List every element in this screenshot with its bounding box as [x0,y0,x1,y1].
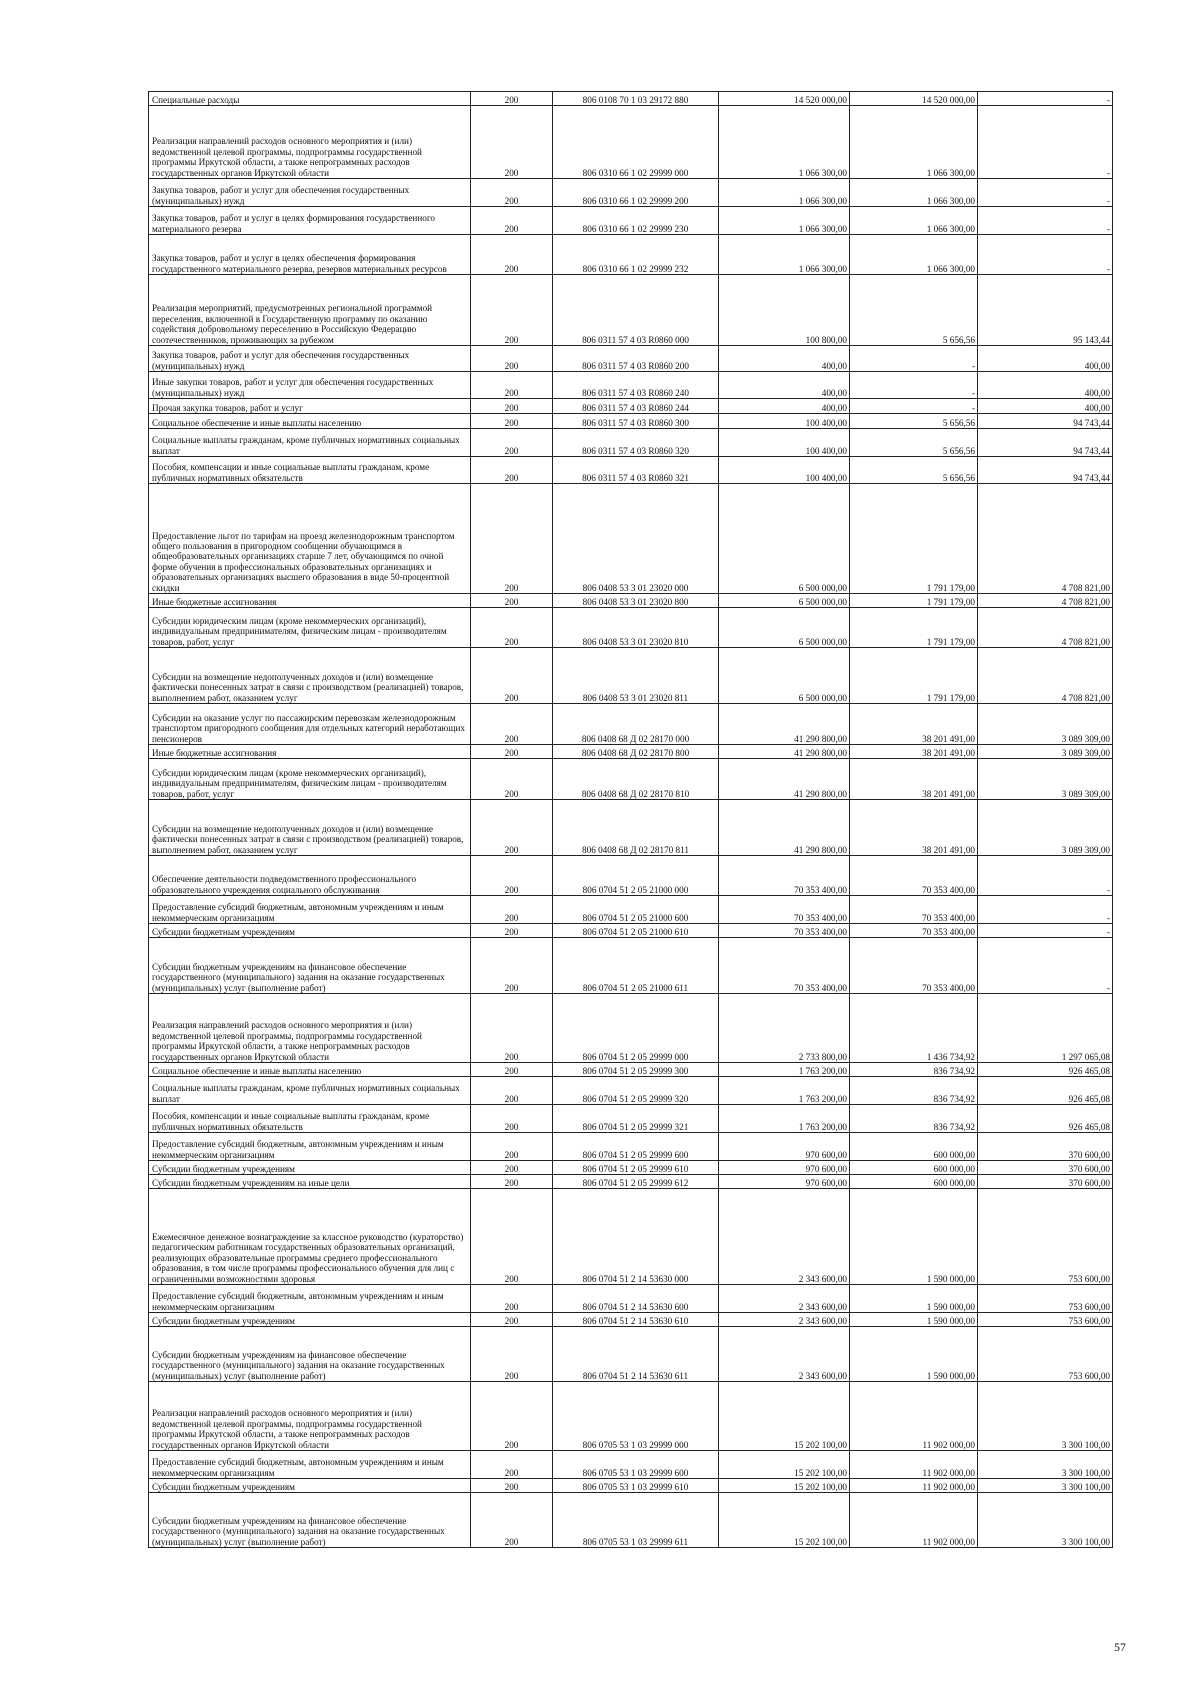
approved-amount-cell: 70 353 400,00 [719,856,850,896]
line-code-cell: 200 [471,429,553,457]
table-row [149,1327,1113,1382]
executed-amount-cell: 1 436 734,92 [850,994,978,1063]
table-row [149,1133,1113,1161]
unexecuted-amount-cell: 926 465,08 [978,1063,1113,1077]
executed-amount-cell: - [850,372,978,399]
expense-name-cell: Предоставление субсидий бюджетным, автономным учреждениям и иным некоммерческим организациям [149,896,471,924]
classification-code-cell: 806 0704 51 2 05 29999 321 [553,1105,719,1133]
unexecuted-amount-cell: - [978,207,1113,235]
line-code-cell: 200 [471,1077,553,1105]
line-code-cell: 200 [471,106,553,179]
approved-amount-cell: 970 600,00 [719,1133,850,1161]
expense-name-cell: Субсидии бюджетным учреждениям [149,1479,471,1493]
executed-amount-cell: 11 902 000,00 [850,1479,978,1493]
unexecuted-amount-cell: - [978,856,1113,896]
expense-name-cell: Субсидии на возмещение недополученных доходов и (или) возмещение фактически понесенных затрат в связи с производством (реализацией) товаров, выполнением работ, оказанием услуг [149,648,471,704]
approved-amount-cell: 2 733 800,00 [719,994,850,1063]
approved-amount-cell: 100 400,00 [719,457,850,484]
expense-name-cell: Предоставление субсидий бюджетным, автономным учреждениям и иным некоммерческим организациям [149,1285,471,1313]
classification-code-cell: 806 0408 68 Д 02 28170 800 [553,745,719,759]
expense-name-cell: Социальные выплаты гражданам, кроме публичных нормативных социальных выплат [149,1077,471,1105]
executed-amount-cell: 5 656,56 [850,457,978,484]
unexecuted-amount-cell: 370 600,00 [978,1175,1113,1189]
classification-code-cell: 806 0704 51 2 05 21000 600 [553,896,719,924]
executed-amount-cell: 38 201 491,00 [850,759,978,800]
line-code-cell: 200 [471,414,553,429]
executed-amount-cell: 5 656,56 [850,429,978,457]
table-row [149,92,1113,106]
approved-amount-cell: 1 066 300,00 [719,106,850,179]
unexecuted-amount-cell: 400,00 [978,346,1113,372]
executed-amount-cell: 1 590 000,00 [850,1327,978,1382]
expense-name-cell: Субсидии бюджетным учреждениям [149,924,471,938]
executed-amount-cell: 1 791 179,00 [850,484,978,594]
budget-table-body [149,92,1113,1548]
executed-amount-cell: 1 066 300,00 [850,179,978,207]
unexecuted-amount-cell: - [978,896,1113,924]
classification-code-cell: 806 0311 57 4 03 R0860 300 [553,414,719,429]
classification-code-cell: 806 0704 51 2 05 29999 320 [553,1077,719,1105]
expense-name-cell: Обеспечение деятельности подведомственного профессионального образовательного учреждения социального обслуживания [149,856,471,896]
expense-name-cell: Закупка товаров, работ и услуг в целях формирования государственного материального резерва [149,207,471,235]
executed-amount-cell: 70 353 400,00 [850,938,978,994]
classification-code-cell: 806 0704 51 2 14 53630 611 [553,1327,719,1382]
executed-amount-cell: 11 902 000,00 [850,1493,978,1548]
table-row [149,235,1113,275]
expense-name-cell: Специальные расходы [149,92,471,106]
table-row [149,745,1113,759]
approved-amount-cell: 1 763 200,00 [719,1063,850,1077]
table-row [149,1493,1113,1548]
classification-code-cell: 806 0408 53 3 01 23020 000 [553,484,719,594]
line-code-cell: 200 [471,1493,553,1548]
classification-code-cell: 806 0310 66 1 02 29999 200 [553,179,719,207]
approved-amount-cell: 1 066 300,00 [719,235,850,275]
approved-amount-cell: 400,00 [719,346,850,372]
executed-amount-cell: 11 902 000,00 [850,1382,978,1451]
line-code-cell: 200 [471,484,553,594]
executed-amount-cell: 14 520 000,00 [850,92,978,106]
unexecuted-amount-cell: 3 089 309,00 [978,800,1113,856]
expense-name-cell: Закупка товаров, работ и услуг для обеспечения государственных (муниципальных) нужд [149,346,471,372]
line-code-cell: 200 [471,1105,553,1133]
approved-amount-cell: 14 520 000,00 [719,92,850,106]
classification-code-cell: 806 0408 68 Д 02 28170 000 [553,704,719,745]
approved-amount-cell: 100 400,00 [719,414,850,429]
unexecuted-amount-cell: 94 743,44 [978,414,1113,429]
table-row [149,1189,1113,1285]
table-row [149,759,1113,800]
executed-amount-cell: 38 201 491,00 [850,800,978,856]
table-row [149,800,1113,856]
expense-name-cell: Закупка товаров, работ и услуг в целях обеспечения формирования государственного материального резерва, резервов материальных ресурсов [149,235,471,275]
table-row [149,704,1113,745]
executed-amount-cell: 1 791 179,00 [850,648,978,704]
line-code-cell: 200 [471,745,553,759]
table-row [149,275,1113,346]
line-code-cell: 200 [471,1327,553,1382]
line-code-cell: 200 [471,704,553,745]
approved-amount-cell: 970 600,00 [719,1175,850,1189]
expense-name-cell: Субсидии бюджетным учреждениям на финансовое обеспечение государственного (муниципального) задания на оказание государственных (муниципальных) услуг (выполнение работ) [149,1493,471,1548]
line-code-cell: 200 [471,759,553,800]
unexecuted-amount-cell: - [978,92,1113,106]
table-row [149,1285,1113,1313]
approved-amount-cell: 6 500 000,00 [719,594,850,608]
classification-code-cell: 806 0705 53 1 03 29999 600 [553,1451,719,1479]
expense-name-cell: Субсидии бюджетным учреждениям [149,1313,471,1327]
approved-amount-cell: 15 202 100,00 [719,1451,850,1479]
classification-code-cell: 806 0311 57 4 03 R0860 240 [553,372,719,399]
classification-code-cell: 806 0704 51 2 14 53630 000 [553,1189,719,1285]
classification-code-cell: 806 0705 53 1 03 29999 611 [553,1493,719,1548]
table-row [149,1077,1113,1105]
line-code-cell: 200 [471,1161,553,1175]
table-row [149,1161,1113,1175]
approved-amount-cell: 400,00 [719,372,850,399]
executed-amount-cell: 1 066 300,00 [850,207,978,235]
table-row [149,106,1113,179]
classification-code-cell: 806 0704 51 2 05 29999 600 [553,1133,719,1161]
line-code-cell: 200 [471,1189,553,1285]
classification-code-cell: 806 0310 66 1 02 29999 000 [553,106,719,179]
executed-amount-cell: 70 353 400,00 [850,896,978,924]
executed-amount-cell: 836 734,92 [850,1063,978,1077]
page-number: 57 [1114,1640,1126,1654]
classification-code-cell: 806 0408 53 3 01 23020 800 [553,594,719,608]
line-code-cell: 200 [471,1451,553,1479]
line-code-cell: 200 [471,994,553,1063]
expense-name-cell: Реализация направлений расходов основного мероприятия и (или) ведомственной целевой программы, подпрограммы государственной программы Иркутской области, а также непрограммных расходов государственных органов Иркутской области [149,106,471,179]
expense-name-cell: Субсидии юридическим лицам (кроме некоммерческих организаций), индивидуальным предпринимателям, физическим лицам - производителям товаров, работ, услуг [149,608,471,648]
classification-code-cell: 806 0704 51 2 05 21000 000 [553,856,719,896]
unexecuted-amount-cell: - [978,179,1113,207]
line-code-cell: 200 [471,856,553,896]
approved-amount-cell: 1 066 300,00 [719,207,850,235]
classification-code-cell: 806 0705 53 1 03 29999 610 [553,1479,719,1493]
unexecuted-amount-cell: 94 743,44 [978,429,1113,457]
classification-code-cell: 806 0311 57 4 03 R0860 000 [553,275,719,346]
classification-code-cell: 806 0311 57 4 03 R0860 244 [553,399,719,414]
table-row [149,924,1113,938]
classification-code-cell: 806 0311 57 4 03 R0860 320 [553,429,719,457]
table-row [149,1451,1113,1479]
line-code-cell: 200 [471,399,553,414]
expense-name-cell: Пособия, компенсации и иные социальные выплаты гражданам, кроме публичных нормативных обязательств [149,1105,471,1133]
line-code-cell: 200 [471,594,553,608]
approved-amount-cell: 2 343 600,00 [719,1313,850,1327]
line-code-cell: 200 [471,372,553,399]
unexecuted-amount-cell: 370 600,00 [978,1133,1113,1161]
unexecuted-amount-cell: 370 600,00 [978,1161,1113,1175]
table-row [149,594,1113,608]
table-row [149,856,1113,896]
table-row [149,938,1113,994]
unexecuted-amount-cell: 400,00 [978,399,1113,414]
executed-amount-cell: - [850,399,978,414]
expense-name-cell: Ежемесячное денежное вознаграждение за классное руководство (кураторство) педагогическим работникам государственных образовательных организаций, реализующих образовательные программы среднего профессионального образования, в том числе программы профессионального обучения для лиц с ограниченными возможностями здоровья [149,1189,471,1285]
executed-amount-cell: 1 590 000,00 [850,1189,978,1285]
unexecuted-amount-cell: 926 465,08 [978,1105,1113,1133]
classification-code-cell: 806 0311 57 4 03 R0860 321 [553,457,719,484]
unexecuted-amount-cell: 4 708 821,00 [978,484,1113,594]
executed-amount-cell: 38 201 491,00 [850,704,978,745]
unexecuted-amount-cell: 3 089 309,00 [978,745,1113,759]
line-code-cell: 200 [471,207,553,235]
line-code-cell: 200 [471,1175,553,1189]
expense-name-cell: Иные бюджетные ассигнования [149,745,471,759]
unexecuted-amount-cell: 3 300 100,00 [978,1451,1113,1479]
approved-amount-cell: 41 290 800,00 [719,800,850,856]
unexecuted-amount-cell: 753 600,00 [978,1327,1113,1382]
classification-code-cell: 806 0704 51 2 05 29999 000 [553,994,719,1063]
approved-amount-cell: 15 202 100,00 [719,1493,850,1548]
line-code-cell: 200 [471,346,553,372]
executed-amount-cell: 11 902 000,00 [850,1451,978,1479]
executed-amount-cell: 836 734,92 [850,1077,978,1105]
budget-table-sheet [148,91,1112,1548]
line-code-cell: 200 [471,275,553,346]
unexecuted-amount-cell: 94 743,44 [978,457,1113,484]
unexecuted-amount-cell: 400,00 [978,372,1113,399]
classification-code-cell: 806 0705 53 1 03 29999 000 [553,1382,719,1451]
unexecuted-amount-cell: 3 089 309,00 [978,759,1113,800]
classification-code-cell: 806 0704 51 2 05 29999 610 [553,1161,719,1175]
table-row [149,1313,1113,1327]
table-row [149,994,1113,1063]
expense-name-cell: Социальное обеспечение и иные выплаты населению [149,1063,471,1077]
unexecuted-amount-cell: 95 143,44 [978,275,1113,346]
table-row [149,1382,1113,1451]
table-row [149,1175,1113,1189]
expense-name-cell: Предоставление субсидий бюджетным, автономным учреждениям и иным некоммерческим организациям [149,1451,471,1479]
line-code-cell: 200 [471,235,553,275]
approved-amount-cell: 41 290 800,00 [719,704,850,745]
unexecuted-amount-cell: 3 089 309,00 [978,704,1113,745]
classification-code-cell: 806 0408 68 Д 02 28170 810 [553,759,719,800]
table-row [149,346,1113,372]
unexecuted-amount-cell: 926 465,08 [978,1077,1113,1105]
table-row [149,414,1113,429]
executed-amount-cell: 1 066 300,00 [850,106,978,179]
expense-name-cell: Прочая закупка товаров, работ и услуг [149,399,471,414]
approved-amount-cell: 15 202 100,00 [719,1479,850,1493]
table-row [149,1479,1113,1493]
approved-amount-cell: 6 500 000,00 [719,608,850,648]
unexecuted-amount-cell: 1 297 065,08 [978,994,1113,1063]
approved-amount-cell: 41 290 800,00 [719,745,850,759]
executed-amount-cell: 1 590 000,00 [850,1285,978,1313]
expense-name-cell: Предоставление льгот по тарифам на проезд железнодорожным транспортом общего пользования в пригородном сообщении обучающимся в общеобразовательных организациях старше 7 лет, обучающимся по очной форме обучения в профессиональных образовательных организациях и образовательных организациях высшего образования в виде 50-процентной скидки [149,484,471,594]
executed-amount-cell: 1 791 179,00 [850,608,978,648]
unexecuted-amount-cell: 4 708 821,00 [978,594,1113,608]
unexecuted-amount-cell: - [978,924,1113,938]
classification-code-cell: 806 0704 51 2 05 21000 610 [553,924,719,938]
expense-name-cell: Закупка товаров, работ и услуг для обеспечения государственных (муниципальных) нужд [149,179,471,207]
expense-name-cell: Субсидии бюджетным учреждениям на иные цели [149,1175,471,1189]
expense-name-cell: Пособия, компенсации и иные социальные выплаты гражданам, кроме публичных нормативных обязательств [149,457,471,484]
expense-name-cell: Субсидии бюджетным учреждениям на финансовое обеспечение государственного (муниципального) задания на оказание государственных (муниципальных) услуг (выполнение работ) [149,1327,471,1382]
approved-amount-cell: 41 290 800,00 [719,759,850,800]
expense-name-cell: Социальное обеспечение и иные выплаты населению [149,414,471,429]
table-row [149,1105,1113,1133]
table-row [149,608,1113,648]
approved-amount-cell: 2 343 600,00 [719,1189,850,1285]
approved-amount-cell: 1 066 300,00 [719,179,850,207]
classification-code-cell: 806 0408 68 Д 02 28170 811 [553,800,719,856]
unexecuted-amount-cell: 4 708 821,00 [978,608,1113,648]
approved-amount-cell: 2 343 600,00 [719,1285,850,1313]
table-row [149,484,1113,594]
classification-code-cell: 806 0310 66 1 02 29999 230 [553,207,719,235]
executed-amount-cell: 1 066 300,00 [850,235,978,275]
line-code-cell: 200 [471,1382,553,1451]
table-row [149,179,1113,207]
approved-amount-cell: 1 763 200,00 [719,1105,850,1133]
approved-amount-cell: 70 353 400,00 [719,938,850,994]
classification-code-cell: 806 0310 66 1 02 29999 232 [553,235,719,275]
expense-name-cell: Субсидии юридическим лицам (кроме некоммерческих организаций), индивидуальным предпринимателям, физическим лицам - производителям товаров, работ, услуг [149,759,471,800]
executed-amount-cell: 5 656,56 [850,275,978,346]
expense-name-cell: Субсидии на возмещение недополученных доходов и (или) возмещение фактически понесенных затрат в связи с производством (реализацией) товаров, выполнением работ, оказанием услуг [149,800,471,856]
expense-name-cell: Иные бюджетные ассигнования [149,594,471,608]
executed-amount-cell: 600 000,00 [850,1133,978,1161]
executed-amount-cell: 5 656,56 [850,414,978,429]
approved-amount-cell: 6 500 000,00 [719,648,850,704]
executed-amount-cell: 70 353 400,00 [850,856,978,896]
classification-code-cell: 806 0704 51 2 14 53630 600 [553,1285,719,1313]
approved-amount-cell: 70 353 400,00 [719,924,850,938]
table-row [149,399,1113,414]
unexecuted-amount-cell: - [978,106,1113,179]
executed-amount-cell: 1 791 179,00 [850,594,978,608]
line-code-cell: 200 [471,896,553,924]
executed-amount-cell: 600 000,00 [850,1161,978,1175]
unexecuted-amount-cell: 3 300 100,00 [978,1493,1113,1548]
unexecuted-amount-cell: 3 300 100,00 [978,1479,1113,1493]
classification-code-cell: 806 0408 53 3 01 23020 811 [553,648,719,704]
approved-amount-cell: 100 800,00 [719,275,850,346]
executed-amount-cell: - [850,346,978,372]
expense-name-cell: Реализация мероприятий, предусмотренных региональной программой переселения, включенной в Государственную программу по оказанию содействия добровольному переселению в Российскую Федерацию соотечественников, проживающих за рубежом [149,275,471,346]
line-code-cell: 200 [471,648,553,704]
table-row [149,648,1113,704]
expense-name-cell: Социальные выплаты гражданам, кроме публичных нормативных социальных выплат [149,429,471,457]
table-row [149,457,1113,484]
approved-amount-cell: 400,00 [719,399,850,414]
line-code-cell: 200 [471,92,553,106]
table-row [149,896,1113,924]
approved-amount-cell: 970 600,00 [719,1161,850,1175]
classification-code-cell: 806 0108 70 1 03 29172 880 [553,92,719,106]
approved-amount-cell: 100 400,00 [719,429,850,457]
unexecuted-amount-cell: 4 708 821,00 [978,648,1113,704]
line-code-cell: 200 [471,800,553,856]
line-code-cell: 200 [471,1479,553,1493]
unexecuted-amount-cell: 3 300 100,00 [978,1382,1113,1451]
table-row [149,429,1113,457]
line-code-cell: 200 [471,1313,553,1327]
table-row [149,1063,1113,1077]
table-row [149,372,1113,399]
approved-amount-cell: 1 763 200,00 [719,1077,850,1105]
line-code-cell: 200 [471,608,553,648]
line-code-cell: 200 [471,924,553,938]
line-code-cell: 200 [471,1063,553,1077]
classification-code-cell: 806 0704 51 2 05 29999 612 [553,1175,719,1189]
expense-name-cell: Реализация направлений расходов основного мероприятия и (или) ведомственной целевой программы, подпрограммы государственной программы Иркутской области, а также непрограммных расходов государственных органов Иркутской области [149,1382,471,1451]
unexecuted-amount-cell: 753 600,00 [978,1189,1113,1285]
expense-name-cell: Субсидии бюджетным учреждениям на финансовое обеспечение государственного (муниципального) задания на оказание государственных (муниципальных) услуг (выполнение работ) [149,938,471,994]
expense-name-cell: Иные закупки товаров, работ и услуг для обеспечения государственных (муниципальных) нужд [149,372,471,399]
budget-table [148,91,1113,1548]
classification-code-cell: 806 0704 51 2 05 21000 611 [553,938,719,994]
executed-amount-cell: 38 201 491,00 [850,745,978,759]
line-code-cell: 200 [471,1133,553,1161]
expense-name-cell: Предоставление субсидий бюджетным, автономным учреждениям и иным некоммерческим организациям [149,1133,471,1161]
classification-code-cell: 806 0704 51 2 14 53630 610 [553,1313,719,1327]
unexecuted-amount-cell: - [978,235,1113,275]
executed-amount-cell: 836 734,92 [850,1105,978,1133]
classification-code-cell: 806 0408 53 3 01 23020 810 [553,608,719,648]
approved-amount-cell: 2 343 600,00 [719,1327,850,1382]
executed-amount-cell: 1 590 000,00 [850,1313,978,1327]
line-code-cell: 200 [471,938,553,994]
unexecuted-amount-cell: 753 600,00 [978,1313,1113,1327]
expense-name-cell: Реализация направлений расходов основного мероприятия и (или) ведомственной целевой программы, подпрограммы государственной программы Иркутской области, а также непрограммных расходов государственных органов Иркутской области [149,994,471,1063]
unexecuted-amount-cell: 753 600,00 [978,1285,1113,1313]
line-code-cell: 200 [471,179,553,207]
expense-name-cell: Субсидии на оказание услуг по пассажирским перевозкам железнодорожным транспортом пригородного сообщения для отдельных категорий неработающих пенсионеров [149,704,471,745]
expense-name-cell: Субсидии бюджетным учреждениям [149,1161,471,1175]
unexecuted-amount-cell: - [978,938,1113,994]
line-code-cell: 200 [471,1285,553,1313]
line-code-cell: 200 [471,457,553,484]
executed-amount-cell: 600 000,00 [850,1175,978,1189]
approved-amount-cell: 70 353 400,00 [719,896,850,924]
approved-amount-cell: 15 202 100,00 [719,1382,850,1451]
classification-code-cell: 806 0704 51 2 05 29999 300 [553,1063,719,1077]
approved-amount-cell: 6 500 000,00 [719,484,850,594]
classification-code-cell: 806 0311 57 4 03 R0860 200 [553,346,719,372]
executed-amount-cell: 70 353 400,00 [850,924,978,938]
table-row [149,207,1113,235]
